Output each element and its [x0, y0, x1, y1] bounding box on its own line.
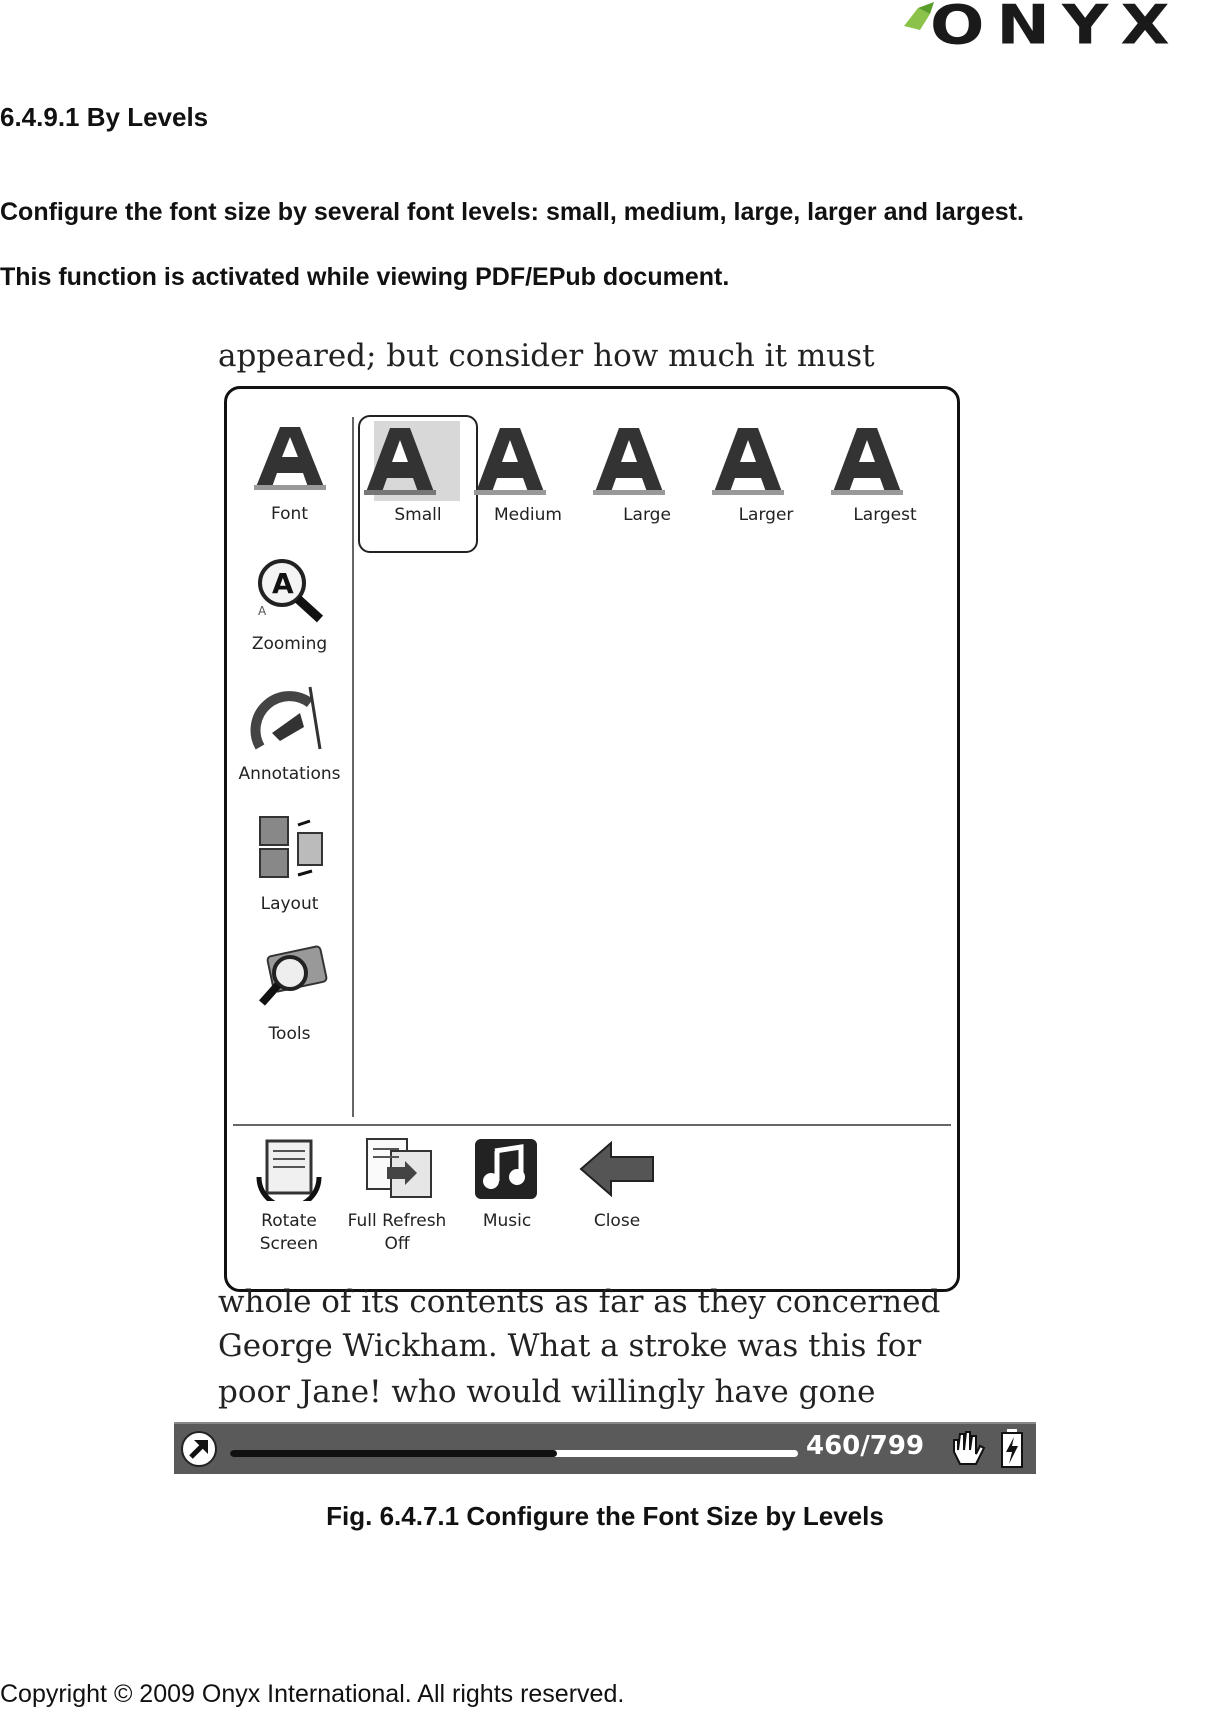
menu-item-label: Tools [268, 1024, 311, 1044]
layout-icon [250, 813, 330, 885]
music-button[interactable] [447, 1137, 567, 1233]
rotate-label-1: Rotate [261, 1211, 317, 1231]
book-text-line: appeared; but consider how much it must [218, 338, 875, 374]
figure-caption: Fig. 6.4.7.1 Configure the Font Size by Levels [326, 1501, 884, 1531]
menu-divider-horizontal [233, 1124, 951, 1126]
music-label: Music [482, 1211, 532, 1231]
font-level-label: Medium [494, 505, 562, 525]
refresh-label-2: Off [384, 1234, 410, 1254]
device-screenshot [174, 338, 1036, 1474]
book-text-line: whole of its contents as far as they concerned [218, 1284, 941, 1320]
font-level-large[interactable] [589, 417, 705, 551]
font-a-icon [827, 419, 907, 505]
activation-paragraph: This function is activated while viewing PDF/EPub document. [0, 263, 730, 291]
font-level-label: Largest [853, 505, 917, 525]
font-a-icon [589, 419, 669, 505]
menu-item-label: Font [270, 504, 308, 524]
svg-text:A: A [257, 604, 266, 618]
font-menu-popup [224, 386, 960, 1292]
book-text-line: poor Jane! who would willingly have gone [218, 1374, 876, 1410]
font-icon [250, 423, 330, 495]
close-arrow-icon [577, 1137, 657, 1201]
full-refresh-icon [357, 1137, 437, 1201]
annotations-icon [250, 683, 330, 755]
refresh-label-1: Full Refresh [347, 1211, 447, 1231]
menu-item-font[interactable] [227, 423, 352, 524]
page-number: 460/799 [806, 1431, 925, 1461]
menu-divider-vertical [352, 417, 354, 1117]
tools-icon [250, 943, 330, 1015]
rotate-screen-icon [249, 1137, 329, 1201]
menu-item-zooming[interactable] [227, 553, 352, 654]
font-level-larger[interactable] [708, 417, 824, 551]
close-button[interactable] [557, 1137, 677, 1233]
logo-text: ONYX [930, 0, 1182, 57]
reader-status-bar [174, 1422, 1036, 1474]
battery-icon [1000, 1428, 1024, 1470]
close-label: Close [593, 1211, 641, 1231]
onyx-logo [900, 0, 1210, 56]
intro-paragraph: Configure the font size by several font levels: small, medium, large, larger and largest. [0, 198, 1024, 226]
menu-item-annotations[interactable] [227, 683, 352, 784]
copyright-footer: Copyright © 2009 Onyx International. All rights reserved. [0, 1680, 625, 1708]
rotate-screen-button[interactable] [229, 1137, 349, 1256]
font-level-medium[interactable] [470, 417, 586, 551]
font-level-largest[interactable] [827, 417, 943, 551]
font-level-label: Large [623, 505, 671, 525]
zoom-icon [250, 553, 330, 625]
music-icon [467, 1137, 547, 1201]
font-level-small[interactable] [358, 415, 478, 553]
svg-text:A: A [271, 567, 294, 600]
reading-progress-bar[interactable] [230, 1450, 798, 1457]
font-level-label: Small [394, 505, 442, 525]
menu-item-label: Layout [260, 894, 319, 914]
jump-arrow-icon[interactable] [180, 1430, 218, 1468]
hand-icon [946, 1430, 986, 1468]
menu-item-layout[interactable] [227, 813, 352, 914]
book-text-line: George Wickham. What a stroke was this for [218, 1328, 922, 1364]
font-a-icon [360, 419, 440, 505]
rotate-label-2: Screen [259, 1234, 319, 1254]
full-refresh-button[interactable] [337, 1137, 457, 1256]
menu-item-label: Zooming [251, 634, 328, 654]
font-a-icon [708, 419, 788, 505]
section-heading: 6.4.9.1 By Levels [0, 102, 209, 132]
font-a-icon [470, 419, 550, 505]
reading-progress-fill [230, 1450, 557, 1457]
menu-item-label: Annotations [238, 764, 341, 784]
menu-item-tools[interactable] [227, 943, 352, 1044]
font-level-label: Larger [738, 505, 794, 525]
